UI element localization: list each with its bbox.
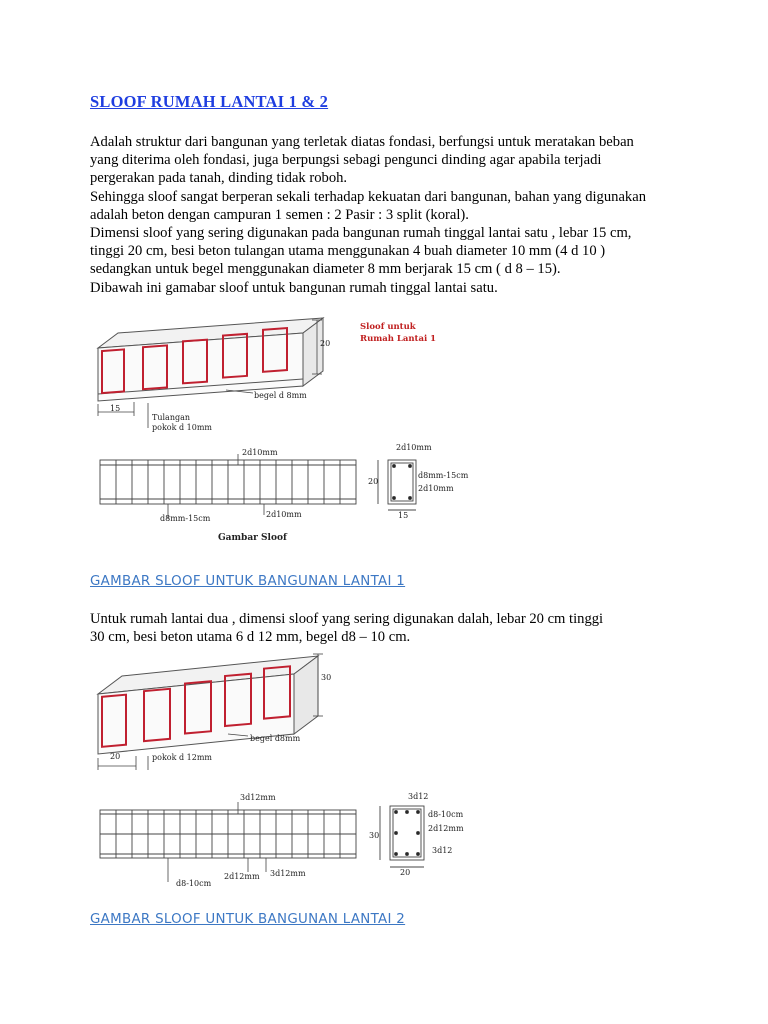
section-mid-label: 2d12mm	[428, 824, 464, 833]
dim-height-label: 20	[320, 339, 331, 348]
section-stirrup-label: d8-10cm	[428, 810, 464, 819]
pokok-label: pokok d 12mm	[152, 753, 213, 762]
stirrup-label: d8mm-15cm	[160, 514, 211, 523]
section-height-label: 30	[369, 831, 380, 840]
cross-section-1	[378, 460, 416, 510]
long-section-2	[100, 810, 356, 858]
figure-caption-lantai-1: GAMBAR SLOOF UNTUK BANGUNAN LANTAI 1	[90, 574, 406, 589]
long-section-1	[100, 460, 356, 504]
figure-title-line-2: Rumah Lantai 1	[360, 334, 437, 344]
stirrup-label: d8-10cm	[176, 879, 212, 888]
second-paragraph	[90, 610, 690, 646]
page-title: SLOOF RUMAH LANTAI 1 & 2	[90, 92, 329, 111]
dim-width-label: 15	[110, 404, 121, 413]
figure-caption: Gambar Sloof	[218, 533, 287, 543]
text-line: pergerakan pada tanah, dinding tidak roboh.	[90, 170, 348, 187]
bottom-bar-label: 3d12mm	[270, 869, 306, 878]
text-line: Sehingga sloof sangat berperan sekali terhadap kekuatan dari bangunan, bahan yang digunakan	[90, 188, 646, 205]
bottom-bar-label: 2d10mm	[266, 510, 302, 519]
intro-paragraph	[90, 133, 690, 297]
text-line: yang diterima oleh fondasi, juga berpungsi sebagi pengunci dinding agar apabila terjadi	[90, 152, 602, 169]
section-bottom-label: 2d10mm	[418, 484, 454, 493]
text-line: 30 cm, besi beton utama 6 d 12 mm, begel d8 – 10 cm.	[90, 629, 411, 646]
section-top-label: 2d10mm	[396, 443, 432, 452]
tulangan-label: Tulangan	[152, 413, 191, 422]
text-line: tinggi 20 cm, besi beton tulangan utama menggunakan 4 buah diameter 10 mm (4 d 10 )	[90, 243, 606, 260]
top-bar-label: 2d10mm	[242, 448, 278, 457]
section-bottom-label: 3d12	[432, 846, 453, 855]
pokok-label: pokok d 10mm	[152, 423, 213, 432]
figure-title-line-1: Sloof untuk	[360, 322, 416, 332]
cross-section-2	[380, 806, 424, 867]
section-top-label: 3d12	[408, 792, 429, 801]
text-line: Dibawah ini gamabar sloof untuk bangunan rumah tinggal lantai satu.	[90, 279, 498, 296]
section-width-label: 15	[398, 511, 409, 520]
begel-label: begel d8mm	[250, 734, 301, 743]
sloof-figure-lantai-2	[88, 646, 508, 896]
section-height-label: 20	[368, 477, 379, 486]
text-line: Adalah struktur dari bangunan yang terletak diatas fondasi, berfungsi untuk meratakan beban	[90, 134, 634, 150]
text-line: Untuk rumah lantai dua , dimensi sloof yang sering digunakan dalah, lebar 20 cm tinggi	[90, 611, 604, 627]
text-line: Dimensi sloof yang sering digunakan pada bangunan rumah tinggal lantai satu , lebar 15 cm,	[90, 225, 632, 242]
dim-width-label: 20	[110, 752, 121, 761]
beam-isometric-1	[98, 318, 323, 401]
sloof-figure-lantai-1	[88, 308, 528, 548]
dim-height-label: 30	[321, 673, 332, 682]
mid-bar-label: 2d12mm	[224, 872, 260, 881]
top-bar-label: 3d12mm	[240, 793, 276, 802]
text-line: adalah beton dengan campuran 1 semen : 2 Pasir : 3 split (koral).	[90, 206, 469, 223]
text-line: sedangkan untuk begel menggunakan diameter 8 mm berjarak 15 cm ( d 8 – 15).	[90, 261, 561, 278]
begel-label: begel d 8mm	[254, 391, 307, 400]
figure-caption-lantai-2: GAMBAR SLOOF UNTUK BANGUNAN LANTAI 2	[90, 912, 406, 927]
section-stirrup-label: d8mm-15cm	[418, 471, 469, 480]
section-width-label: 20	[400, 868, 411, 877]
